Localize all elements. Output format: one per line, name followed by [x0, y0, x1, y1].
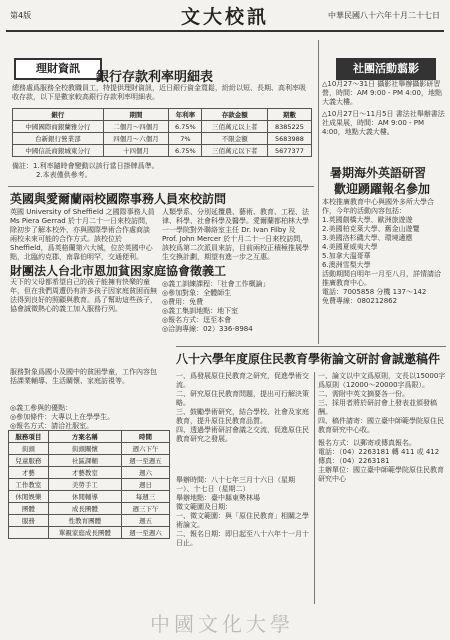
charity-list: ◎義工參與的優點： ◎參加條件：大專以上在學學生。 ◎報名方式：請洽社服室。 [10, 404, 115, 430]
uk-visit-title: 英國與愛爾蘭兩校國際事務人員來校訪問 [10, 192, 227, 206]
service-header: 時間 [121, 431, 169, 443]
charity-body-2: 服務對象爲國小及國中的貧困學童，工作內容包括課業輔導、生活關懷、家庭訪視等。 [10, 368, 157, 385]
table-cell: 十四個月 [103, 145, 168, 157]
symposium-rules: 一、論文以中文爲原則，文長以15000字爲原則（12000～20000字爲限）。 二、需附中英文摘要各一份。 三、採用者將於研討會上發表並頒發稿酬。 四、稿件請寄：國立臺中師範學院原住民教育研究中心收。 報名方式：以郵寄或傳真報名。 電話：（04）2263181 轉 411 或 412 傳真：（04）2263181 主辦單位：國立臺中師範學院原住民教育研究中心 [318, 372, 446, 483]
finance-notes: 備註：1.利率隨時會變動以該行當日掛牌爲準。 2.本表僅供參考。 [12, 162, 159, 179]
table-cell: 三佰萬元以上者 [202, 121, 267, 133]
finance-title: 銀行存款利率明細表 [96, 70, 214, 85]
rate-header: 存款金額 [202, 109, 267, 121]
rate-header: 期數 [267, 109, 311, 121]
table-cell: 不限金額 [202, 133, 267, 145]
finance-section-label: 理財資訊 [14, 58, 102, 80]
table-row: 才藝 才藝教室 週六 [9, 467, 170, 479]
table-row: 團體 成長團體 週三下午 [9, 503, 170, 515]
club-section-label: 社團活動翦影 [336, 58, 436, 80]
table-cell: 5683988 [267, 133, 311, 145]
rate-header: 年利率 [169, 109, 202, 121]
club-events: △10月27～31日 攝影社舉辦攝影研習營，時間：AM 9:00 - PM 4:00，地點大義大樓。 △10月27日～11月5日 書法社舉辦書法社成果展，時間：AM 9:00 - PM 4:00，地點大義大樓。 [322, 80, 445, 136]
rate-header: 期間 [103, 109, 168, 121]
table-row [13, 121, 312, 133]
table-row: 工作教室 美勞手工 週日 [9, 479, 170, 491]
charity-body: 天下的父母都希望自己的孩子能擁有快樂的童年，但在我們周遭仍有許多孩子因家庭貧困而無法得到良好的照顧與教育。爲了幫助這些孩子，協會誠徵熱心的義工加入服務行列。 [10, 278, 157, 313]
table-cell: 6.75% [169, 145, 202, 157]
table-cell: 三佰萬元以下者 [202, 145, 267, 157]
service-header: 方案名稱 [48, 431, 121, 443]
table-row [13, 145, 312, 157]
table-cell: 二個月～四個月 [103, 121, 168, 133]
summer-body: 本校推廣教育中心與國外多所大學合作，今年的活動內容包括： 1.英國劍橋大學、歐洲旅遊遊 2.美國柏克萊大學、舊金山遊覽 3.美國洛杉磯大學、環境適應 4.美國夏威夷大學 5.加拿大溫哥華 6.澳洲雪梨大學 活動期間自明年一月至八月，詳情請洽推廣教育中心。 電話：7005858 分機 137～142 免費專線：080212862 [322, 198, 441, 305]
service-table [8, 430, 170, 539]
symposium-purpose: 一、爲發展原住民教育之研究，促進學術交流。 二、研究原住民教育問題，提出可行解決策略。 三、鼓勵學術研究，結合學校、社會及家庭教育，提升原住民教育品質。 四、透過學術研討會議之交流，促進原住民教育研究之發展。 [176, 372, 309, 443]
symposium-title: 八十六學年度原住民教育學術論文研討會誠邀稿件 [176, 352, 441, 366]
divider [8, 186, 314, 187]
watermark: 中國文化大學 [150, 612, 294, 636]
table-cell: 四個月～六個月 [103, 133, 168, 145]
table-cell: 8385225 [267, 121, 311, 133]
table-cell: 7% [169, 133, 202, 145]
table-cell: 中國國際商銀蘭雅分行 [13, 121, 104, 133]
table-row: 休閒娛樂 休閒輔導 每週三 [9, 491, 170, 503]
column-divider [318, 40, 319, 344]
summer-title: 暑期海外英語研習 [330, 166, 427, 180]
rate-header: 銀行 [13, 109, 104, 121]
column-divider [314, 372, 315, 604]
masthead-rule [6, 30, 444, 32]
issue-date: 中華民國八十六年十月二十七日 [328, 11, 440, 20]
symposium-dates: 舉辦時間：八十七年三月十六日（星期一）、十七日（星期二） 舉辦地點：臺中縣東勢林場 徵文範圍及日期： 一、徵文範圍：與「原住民教育」相關之學術論文。 二、報名日期：即日起至八十六年十一月十日止。 [176, 476, 309, 547]
rate-table [12, 108, 312, 157]
table-cell: 6.75% [169, 121, 202, 133]
table-row: 兒童服務 社區課輔 週一至週五 [9, 455, 170, 467]
finance-intro: 總務處爲服務全校教職員工，特提供理財資訊，近日銀行資金寬鬆，紛紛以短、長期、高利率吸收存款，以下是數家較高銀行存款利率明細表。 [12, 84, 306, 101]
table-cell: 中國信託商銀城東分行 [13, 145, 104, 157]
uk-visit-body-2: 人類學系、分別延攬農、藝術、教育、工程、法律、科學、社會科學及醫學。愛爾蘭都柏林大學一一學院對外聯絡室主任 Dr. Ivan Filby 及 Prof. John Mercer 於十月二十一日來校訪問，該校爲第二次派員來訪，目前兩校正積極推展學生交換計劃，期望有進一步之互惠。 [162, 208, 309, 261]
volunteer-info: ◎義工訓練課程：「社會工作概論」 ◎參加對象：全體師生 ◎費用：免費 ◎義工集訓地點：地下室 ◎報名方式：逕至本會 ◎洽詢專線：02）336-8984 [162, 280, 270, 333]
table-cell: 台新銀行營業部 [13, 133, 104, 145]
table-row: 服務 性教育團體 週五 [9, 515, 170, 527]
charity-title: 財團法人台北市恩加貧困家庭協會徵義工 [10, 264, 227, 278]
uk-visit-body: 英國 University of Sheffield 之國際事務人員 Ms Piera Gerrad 於十月二十一日來校訪問，除初步了解本校外，亦與國際學術合作處商談兩校未來可能的合作方式。該校位於 Sheffield，爲英格蘭第六大城，位於英國中心點，北臨約克郡，南靠伯明罕，交通便利。 [10, 208, 155, 261]
table-row: 單親家庭成長團體 週一至週六 [9, 527, 170, 539]
table-row [13, 133, 312, 145]
masthead [6, 2, 444, 32]
divider [176, 346, 446, 347]
summer-subtitle: 歡迎踴躍報名參加 [334, 182, 431, 196]
table-row: 街頭 街頭關懷 週六下午 [9, 443, 170, 455]
service-header: 服務項目 [9, 431, 49, 443]
table-cell: 5677377 [267, 145, 311, 157]
masthead-title: 文大校訊 [180, 6, 269, 28]
issue-number: 第4版 [10, 11, 32, 20]
